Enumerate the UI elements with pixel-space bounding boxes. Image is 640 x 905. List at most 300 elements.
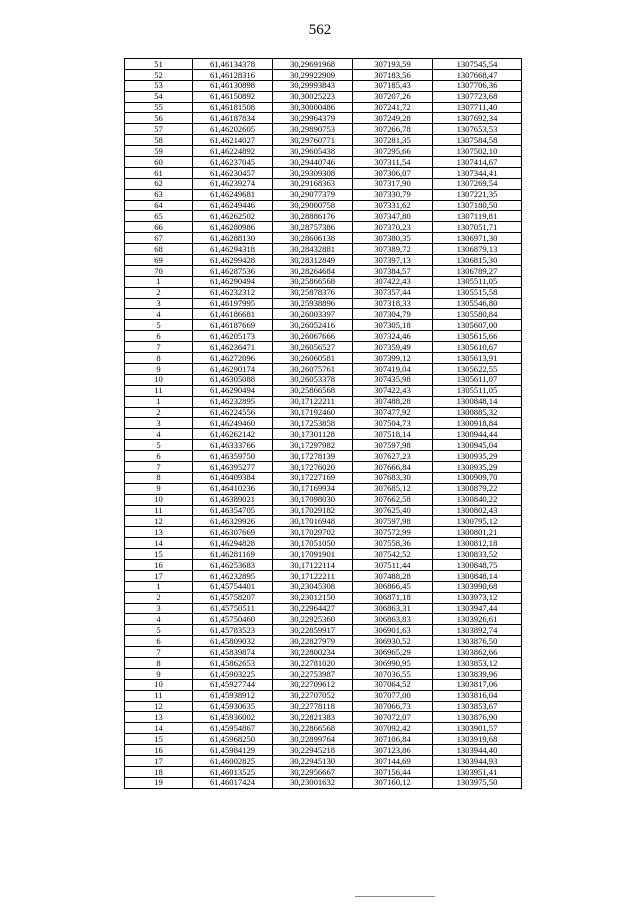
table-row	[125, 80, 522, 91]
latitude-cell: 61,46181508	[193, 102, 273, 113]
table-row	[125, 505, 522, 516]
x-coordinate-cell: 307384,57	[353, 265, 433, 276]
longitude-cell: 30,22827979	[273, 636, 353, 647]
latitude-cell: 61,45809032	[193, 636, 273, 647]
x-coordinate-cell: 307185,43	[353, 80, 433, 91]
latitude-cell: 61,45968250	[193, 734, 273, 745]
latitude-cell: 61,46224892	[193, 146, 273, 157]
longitude-cell: 30,25866568	[273, 385, 353, 396]
latitude-cell: 61,46187669	[193, 320, 273, 331]
table-row	[125, 342, 522, 353]
latitude-cell: 61,46359750	[193, 451, 273, 462]
latitude-cell: 61,45936002	[193, 712, 273, 723]
point-number-cell: 7	[125, 647, 193, 658]
table-row	[125, 211, 522, 222]
x-coordinate-cell: 307092,42	[353, 723, 433, 734]
latitude-cell: 61,45930635	[193, 701, 273, 712]
latitude-cell: 61,46249446	[193, 200, 273, 211]
table-row	[125, 298, 522, 309]
y-coordinate-cell: 1303919,68	[433, 734, 522, 745]
longitude-cell: 30,29760771	[273, 135, 353, 146]
x-coordinate-cell: 307542,52	[353, 549, 433, 560]
latitude-cell: 61,46128316	[193, 69, 273, 80]
longitude-cell: 30,29077379	[273, 189, 353, 200]
table-row	[125, 374, 522, 385]
latitude-cell: 61,46236471	[193, 342, 273, 353]
longitude-cell: 30,29605438	[273, 146, 353, 157]
longitude-cell: 30,22964427	[273, 603, 353, 614]
latitude-cell: 61,46249460	[193, 418, 273, 429]
x-coordinate-cell: 307281,35	[353, 135, 433, 146]
y-coordinate-cell: 1305511,05	[433, 276, 522, 287]
longitude-cell: 30,26067666	[273, 331, 353, 342]
latitude-cell: 61,46249681	[193, 189, 273, 200]
point-number-cell: 58	[125, 135, 193, 146]
table-row	[125, 265, 522, 276]
y-coordinate-cell: 1307221,35	[433, 189, 522, 200]
point-number-cell: 65	[125, 211, 193, 222]
point-number-cell: 57	[125, 124, 193, 135]
y-coordinate-cell: 1305580,84	[433, 309, 522, 320]
latitude-cell: 61,46329926	[193, 516, 273, 527]
table-row	[125, 287, 522, 298]
point-number-cell: 14	[125, 538, 193, 549]
longitude-cell: 30,22800234	[273, 647, 353, 658]
table-row	[125, 570, 522, 581]
longitude-cell: 30,25866568	[273, 276, 353, 287]
y-coordinate-cell: 1303944,93	[433, 756, 522, 767]
table-row	[125, 614, 522, 625]
point-number-cell: 19	[125, 777, 193, 788]
point-number-cell: 15	[125, 734, 193, 745]
y-coordinate-cell: 1303901,57	[433, 723, 522, 734]
x-coordinate-cell: 307422,43	[353, 385, 433, 396]
y-coordinate-cell: 1305615,66	[433, 331, 522, 342]
table-row	[125, 679, 522, 690]
point-number-cell: 15	[125, 549, 193, 560]
x-coordinate-cell: 306930,52	[353, 636, 433, 647]
point-number-cell: 11	[125, 505, 193, 516]
x-coordinate-cell: 307183,56	[353, 69, 433, 80]
latitude-cell: 61,45862653	[193, 657, 273, 668]
table-row	[125, 363, 522, 374]
longitude-cell: 30,22781020	[273, 657, 353, 668]
latitude-cell: 61,46281169	[193, 549, 273, 560]
table-row	[125, 135, 522, 146]
longitude-cell: 30,17051050	[273, 538, 353, 549]
y-coordinate-cell: 1303975,50	[433, 777, 522, 788]
point-number-cell: 9	[125, 483, 193, 494]
table-row	[125, 178, 522, 189]
longitude-cell: 30,22821383	[273, 712, 353, 723]
longitude-cell: 30,17169934	[273, 483, 353, 494]
latitude-cell: 61,45954867	[193, 723, 273, 734]
y-coordinate-cell: 1307706,36	[433, 80, 522, 91]
table-row	[125, 189, 522, 200]
latitude-cell: 61,45927744	[193, 679, 273, 690]
point-number-cell: 69	[125, 255, 193, 266]
longitude-cell: 30,17227169	[273, 472, 353, 483]
latitude-cell: 61,46290494	[193, 385, 273, 396]
y-coordinate-cell: 1303944,40	[433, 745, 522, 756]
latitude-cell: 61,45750511	[193, 603, 273, 614]
x-coordinate-cell: 307488,28	[353, 396, 433, 407]
table-row	[125, 701, 522, 712]
y-coordinate-cell: 1307119,81	[433, 211, 522, 222]
longitude-cell: 30,26003397	[273, 309, 353, 320]
table-row	[125, 756, 522, 767]
x-coordinate-cell: 307331,62	[353, 200, 433, 211]
longitude-cell: 30,28432881	[273, 244, 353, 255]
x-coordinate-cell: 307304,79	[353, 309, 433, 320]
point-number-cell: 4	[125, 429, 193, 440]
table-body	[125, 59, 522, 789]
table-row	[125, 276, 522, 287]
point-number-cell: 70	[125, 265, 193, 276]
table-row	[125, 516, 522, 527]
point-number-cell: 12	[125, 701, 193, 712]
point-number-cell: 11	[125, 690, 193, 701]
point-number-cell: 2	[125, 592, 193, 603]
x-coordinate-cell: 306871,18	[353, 592, 433, 603]
longitude-cell: 30,29691968	[273, 59, 353, 70]
table-row	[125, 690, 522, 701]
y-coordinate-cell: 1303862,66	[433, 647, 522, 658]
point-number-cell: 4	[125, 309, 193, 320]
page-bottom-rule	[355, 896, 435, 897]
latitude-cell: 61,46197995	[193, 298, 273, 309]
x-coordinate-cell: 307266,78	[353, 124, 433, 135]
x-coordinate-cell: 307419,04	[353, 363, 433, 374]
latitude-cell: 61,45984129	[193, 745, 273, 756]
latitude-cell: 61,46294318	[193, 244, 273, 255]
latitude-cell: 61,46290494	[193, 276, 273, 287]
point-number-cell: 3	[125, 603, 193, 614]
point-number-cell: 66	[125, 222, 193, 233]
point-number-cell: 6	[125, 451, 193, 462]
table-row	[125, 255, 522, 266]
coordinates-table-container	[124, 58, 522, 789]
latitude-cell: 61,46232895	[193, 570, 273, 581]
longitude-cell: 30,22753987	[273, 668, 353, 679]
latitude-cell: 61,46253683	[193, 559, 273, 570]
longitude-cell: 30,17278139	[273, 451, 353, 462]
x-coordinate-cell: 307488,28	[353, 570, 433, 581]
y-coordinate-cell: 1307584,58	[433, 135, 522, 146]
longitude-cell: 30,17016948	[273, 516, 353, 527]
latitude-cell: 61,46262142	[193, 429, 273, 440]
x-coordinate-cell: 307123,86	[353, 745, 433, 756]
point-number-cell: 2	[125, 407, 193, 418]
point-number-cell: 10	[125, 374, 193, 385]
x-coordinate-cell: 306990,95	[353, 657, 433, 668]
table-row	[125, 777, 522, 788]
latitude-cell: 61,46287536	[193, 265, 273, 276]
y-coordinate-cell: 1303926,61	[433, 614, 522, 625]
y-coordinate-cell: 1303853,12	[433, 657, 522, 668]
longitude-cell: 30,26075761	[273, 363, 353, 374]
latitude-cell: 61,45758207	[193, 592, 273, 603]
y-coordinate-cell: 1305611,07	[433, 374, 522, 385]
latitude-cell: 61,46410236	[193, 483, 273, 494]
x-coordinate-cell: 307389,72	[353, 244, 433, 255]
point-number-cell: 8	[125, 353, 193, 364]
longitude-cell: 30,26053378	[273, 374, 353, 385]
point-number-cell: 13	[125, 712, 193, 723]
x-coordinate-cell: 307627,23	[353, 451, 433, 462]
y-coordinate-cell: 1303876,90	[433, 712, 522, 723]
table-row	[125, 745, 522, 756]
latitude-cell: 61,46299428	[193, 255, 273, 266]
table-row	[125, 167, 522, 178]
point-number-cell: 17	[125, 570, 193, 581]
latitude-cell: 61,46333766	[193, 440, 273, 451]
y-coordinate-cell: 1307180,50	[433, 200, 522, 211]
table-row	[125, 494, 522, 505]
point-number-cell: 7	[125, 342, 193, 353]
x-coordinate-cell: 307370,23	[353, 222, 433, 233]
latitude-cell: 61,46305088	[193, 374, 273, 385]
table-row	[125, 353, 522, 364]
point-number-cell: 1	[125, 396, 193, 407]
latitude-cell: 61,46395277	[193, 461, 273, 472]
y-coordinate-cell: 1306815,30	[433, 255, 522, 266]
longitude-cell: 30,28757386	[273, 222, 353, 233]
longitude-cell: 30,22925360	[273, 614, 353, 625]
table-row	[125, 91, 522, 102]
point-number-cell: 59	[125, 146, 193, 157]
longitude-cell: 30,29000758	[273, 200, 353, 211]
latitude-cell: 61,46202605	[193, 124, 273, 135]
y-coordinate-cell: 1300840,22	[433, 494, 522, 505]
latitude-cell: 61,46134378	[193, 59, 273, 70]
latitude-cell: 61,46239274	[193, 178, 273, 189]
point-number-cell: 10	[125, 679, 193, 690]
latitude-cell: 61,45754401	[193, 581, 273, 592]
x-coordinate-cell: 307597,98	[353, 440, 433, 451]
latitude-cell: 61,46354705	[193, 505, 273, 516]
x-coordinate-cell: 307511,44	[353, 559, 433, 570]
y-coordinate-cell: 1305546,80	[433, 298, 522, 309]
longitude-cell: 30,29993843	[273, 80, 353, 91]
y-coordinate-cell: 1305613,91	[433, 353, 522, 364]
y-coordinate-cell: 1300909,70	[433, 472, 522, 483]
x-coordinate-cell: 307347,80	[353, 211, 433, 222]
point-number-cell: 8	[125, 657, 193, 668]
table-row	[125, 233, 522, 244]
latitude-cell: 61,46224556	[193, 407, 273, 418]
latitude-cell: 61,46237045	[193, 157, 273, 168]
longitude-cell: 30,17192460	[273, 407, 353, 418]
table-row	[125, 668, 522, 679]
y-coordinate-cell: 1300848,14	[433, 570, 522, 581]
longitude-cell: 30,26056527	[273, 342, 353, 353]
y-coordinate-cell: 1306789,27	[433, 265, 522, 276]
table-row	[125, 113, 522, 124]
point-number-cell: 61	[125, 167, 193, 178]
y-coordinate-cell: 1303990,68	[433, 581, 522, 592]
longitude-cell: 30,26060581	[273, 353, 353, 364]
y-coordinate-cell: 1307653,53	[433, 124, 522, 135]
latitude-cell: 61,46307669	[193, 527, 273, 538]
y-coordinate-cell: 1300885,32	[433, 407, 522, 418]
y-coordinate-cell: 1305607,00	[433, 320, 522, 331]
table-row	[125, 657, 522, 668]
point-number-cell: 60	[125, 157, 193, 168]
point-number-cell: 8	[125, 472, 193, 483]
longitude-cell: 30,17029182	[273, 505, 353, 516]
x-coordinate-cell: 307357,44	[353, 287, 433, 298]
point-number-cell: 13	[125, 527, 193, 538]
x-coordinate-cell: 306965,29	[353, 647, 433, 658]
y-coordinate-cell: 1303853,67	[433, 701, 522, 712]
x-coordinate-cell: 307435,98	[353, 374, 433, 385]
longitude-cell: 30,29168363	[273, 178, 353, 189]
latitude-cell: 61,46214027	[193, 135, 273, 146]
table-row	[125, 309, 522, 320]
latitude-cell: 61,45783523	[193, 625, 273, 636]
y-coordinate-cell: 1300935,29	[433, 461, 522, 472]
latitude-cell: 61,45903225	[193, 668, 273, 679]
table-row	[125, 734, 522, 745]
x-coordinate-cell: 307249,28	[353, 113, 433, 124]
table-row	[125, 385, 522, 396]
longitude-cell: 30,17029702	[273, 527, 353, 538]
point-number-cell: 63	[125, 189, 193, 200]
y-coordinate-cell: 1306879,13	[433, 244, 522, 255]
y-coordinate-cell: 1303816,04	[433, 690, 522, 701]
longitude-cell: 30,17301128	[273, 429, 353, 440]
y-coordinate-cell: 1306971,30	[433, 233, 522, 244]
latitude-cell: 61,46262502	[193, 211, 273, 222]
longitude-cell: 30,23045308	[273, 581, 353, 592]
x-coordinate-cell: 306901,63	[353, 625, 433, 636]
table-row	[125, 527, 522, 538]
latitude-cell: 61,46205173	[193, 331, 273, 342]
table-row	[125, 538, 522, 549]
y-coordinate-cell: 1300802,43	[433, 505, 522, 516]
table-row	[125, 320, 522, 331]
table-row	[125, 636, 522, 647]
latitude-cell: 61,46232312	[193, 287, 273, 298]
longitude-cell: 30,17276020	[273, 461, 353, 472]
y-coordinate-cell: 1303876,50	[433, 636, 522, 647]
x-coordinate-cell: 307311,54	[353, 157, 433, 168]
point-number-cell: 56	[125, 113, 193, 124]
table-row	[125, 407, 522, 418]
latitude-cell: 61,45839874	[193, 647, 273, 658]
table-row	[125, 559, 522, 570]
x-coordinate-cell: 307072,07	[353, 712, 433, 723]
table-row	[125, 124, 522, 135]
point-number-cell: 2	[125, 287, 193, 298]
latitude-cell: 61,46280986	[193, 222, 273, 233]
longitude-cell: 30,28606138	[273, 233, 353, 244]
table-row	[125, 549, 522, 560]
y-coordinate-cell: 1307051,71	[433, 222, 522, 233]
x-coordinate-cell: 307662,58	[353, 494, 433, 505]
latitude-cell: 61,46187834	[193, 113, 273, 124]
x-coordinate-cell: 307064,52	[353, 679, 433, 690]
longitude-cell: 30,29309308	[273, 167, 353, 178]
x-coordinate-cell: 307666,84	[353, 461, 433, 472]
point-number-cell: 9	[125, 363, 193, 374]
longitude-cell: 30,29440746	[273, 157, 353, 168]
x-coordinate-cell: 307399,12	[353, 353, 433, 364]
x-coordinate-cell: 307144,69	[353, 756, 433, 767]
x-coordinate-cell: 306866,45	[353, 581, 433, 592]
y-coordinate-cell: 1307502,10	[433, 146, 522, 157]
latitude-cell: 61,46002825	[193, 756, 273, 767]
table-row	[125, 766, 522, 777]
latitude-cell: 61,46272096	[193, 353, 273, 364]
table-row	[125, 625, 522, 636]
y-coordinate-cell: 1300848,75	[433, 559, 522, 570]
latitude-cell: 61,46294828	[193, 538, 273, 549]
table-row	[125, 200, 522, 211]
point-number-cell: 3	[125, 418, 193, 429]
y-coordinate-cell: 1307668,47	[433, 69, 522, 80]
x-coordinate-cell: 307558,36	[353, 538, 433, 549]
point-number-cell: 18	[125, 766, 193, 777]
x-coordinate-cell: 307077,00	[353, 690, 433, 701]
x-coordinate-cell: 307295,66	[353, 146, 433, 157]
table-row	[125, 396, 522, 407]
table-row	[125, 712, 522, 723]
y-coordinate-cell: 1300918,84	[433, 418, 522, 429]
x-coordinate-cell: 307685,12	[353, 483, 433, 494]
point-number-cell: 5	[125, 625, 193, 636]
table-row	[125, 102, 522, 113]
longitude-cell: 30,17122211	[273, 396, 353, 407]
longitude-cell: 30,28312849	[273, 255, 353, 266]
point-number-cell: 5	[125, 440, 193, 451]
longitude-cell: 30,23012150	[273, 592, 353, 603]
y-coordinate-cell: 1300801,21	[433, 527, 522, 538]
x-coordinate-cell: 307324,46	[353, 331, 433, 342]
point-number-cell: 16	[125, 745, 193, 756]
latitude-cell: 61,46150892	[193, 91, 273, 102]
latitude-cell: 61,45938912	[193, 690, 273, 701]
latitude-cell: 61,46290174	[193, 363, 273, 374]
longitude-cell: 30,17122114	[273, 559, 353, 570]
point-number-cell: 68	[125, 244, 193, 255]
longitude-cell: 30,22709612	[273, 679, 353, 690]
longitude-cell: 30,28886176	[273, 211, 353, 222]
longitude-cell: 30,22866568	[273, 723, 353, 734]
y-coordinate-cell: 1307723,68	[433, 91, 522, 102]
x-coordinate-cell: 307106,84	[353, 734, 433, 745]
y-coordinate-cell: 1300879,22	[433, 483, 522, 494]
y-coordinate-cell: 1300935,29	[433, 451, 522, 462]
table-row	[125, 429, 522, 440]
latitude-cell: 61,46288130	[193, 233, 273, 244]
coordinates-table	[124, 58, 522, 789]
x-coordinate-cell: 307477,92	[353, 407, 433, 418]
table-row	[125, 440, 522, 451]
longitude-cell: 30,17098030	[273, 494, 353, 505]
point-number-cell: 1	[125, 581, 193, 592]
longitude-cell: 30,25938896	[273, 298, 353, 309]
point-number-cell: 10	[125, 494, 193, 505]
x-coordinate-cell: 307359,49	[353, 342, 433, 353]
page-number: 562	[308, 22, 332, 38]
table-row	[125, 723, 522, 734]
x-coordinate-cell: 307330,79	[353, 189, 433, 200]
point-number-cell: 4	[125, 614, 193, 625]
point-number-cell: 9	[125, 668, 193, 679]
y-coordinate-cell: 1300848,14	[433, 396, 522, 407]
